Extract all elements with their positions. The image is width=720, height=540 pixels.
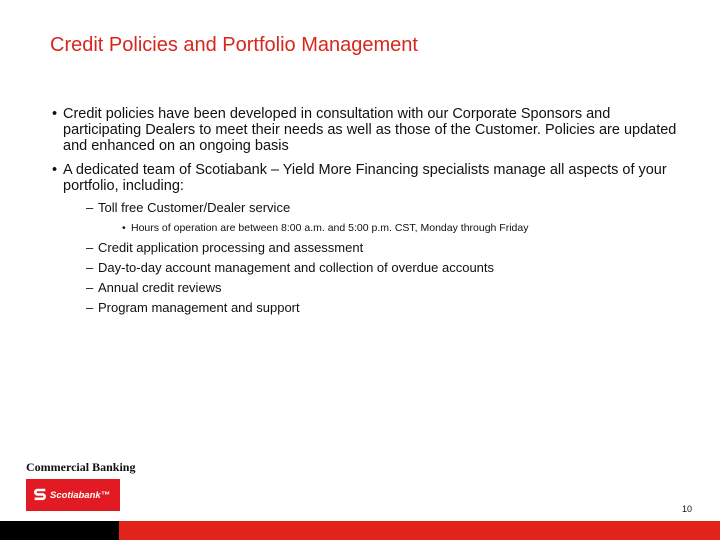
bullet-marker: • <box>52 106 58 122</box>
bullet-marker: • <box>122 222 126 234</box>
bullet-item <box>52 106 692 154</box>
footer-bar-black <box>0 521 119 540</box>
dash-marker: – <box>86 240 94 255</box>
slide-title: Credit Policies and Portfolio Management <box>50 34 418 56</box>
sub-bullet-text: Toll free Customer/Dealer service <box>98 200 291 215</box>
scotiabank-s-icon <box>34 488 46 502</box>
sub-bullet-item <box>52 278 692 298</box>
dash-marker: – <box>86 300 94 315</box>
sub-sub-bullet-item <box>52 218 692 238</box>
footer-bar-red <box>119 521 720 540</box>
bullet-text: Credit policies have been developed in consultation with our Corporate Sponsors and participating Dealers to meet their needs as well as those of the Customer. Policies are updated and enhanced on an ongoing basis <box>63 106 677 154</box>
slide-content <box>52 106 692 318</box>
sub-bullet-text: Credit application processing and assessment <box>98 240 364 255</box>
logo-wordmark: Scotiabank™ <box>50 489 111 501</box>
division-label: Commercial Banking <box>26 460 136 474</box>
bullet-text: A dedicated team of Scotiabank – Yield More Financing specialists manage all aspects of your portfolio, including: <box>63 162 667 194</box>
page-number: 10 <box>681 504 692 514</box>
sub-bullet-text: Program management and support <box>98 300 300 315</box>
sub-bullet-text: Annual credit reviews <box>98 280 222 295</box>
bullet-item <box>52 162 692 194</box>
bullet-marker: • <box>52 162 58 178</box>
scotiabank-logo <box>26 479 120 511</box>
sub-bullet-item <box>52 258 692 278</box>
sub-sub-bullet-text: Hours of operation are between 8:00 a.m. and 5:00 p.m. CST, Monday through Friday <box>131 222 529 234</box>
sub-bullet-text: Day-to-day account management and collection of overdue accounts <box>98 260 495 275</box>
sub-bullet-item <box>52 198 692 218</box>
dash-marker: – <box>86 280 94 295</box>
sub-bullet-item <box>52 238 692 258</box>
sub-bullet-item <box>52 298 692 318</box>
dash-marker: – <box>86 200 94 215</box>
dash-marker: – <box>86 260 94 275</box>
